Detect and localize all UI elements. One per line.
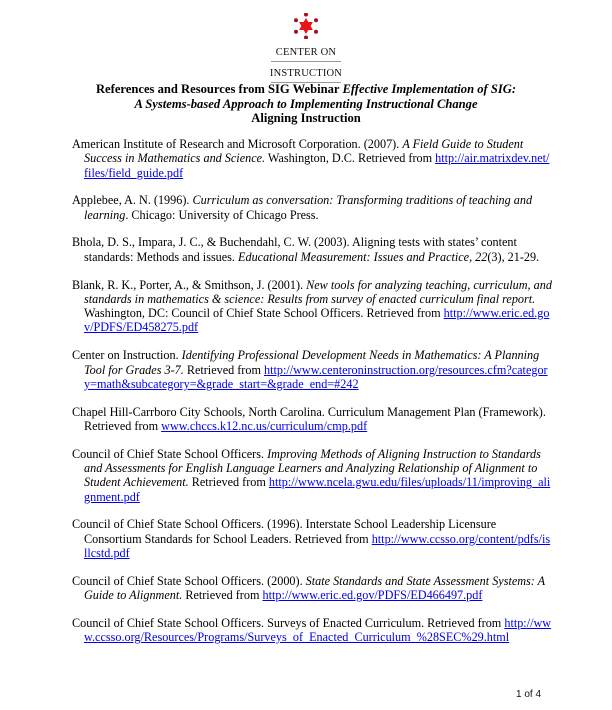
reference-text: Council of Chief State School Officers. Surveys of Enacted Curriculum. Retrieved from bbox=[72, 615, 505, 630]
reference-entry bbox=[72, 616, 552, 645]
title-line-2: A Systems-based Approach to Implementing Instructional Change bbox=[134, 96, 478, 111]
reference-entry bbox=[72, 235, 552, 264]
reference-entry bbox=[72, 193, 552, 222]
reference-text: Council of Chief State School Officers. (2000). bbox=[72, 573, 306, 588]
star-burst-logo-icon bbox=[289, 13, 323, 39]
reference-title: Improving Methods of Aligning Instruction to Standards and Assessments for English Language Learners and Analyzing Relationship of Alignment to Student Achievement. bbox=[84, 446, 541, 490]
logo-line-1: CENTER ON bbox=[275, 47, 337, 58]
reference-text: Chapel Hill-Carrboro City Schools, North Carolina. Curriculum Management Plan (Framework). Retrieved from bbox=[72, 404, 546, 433]
reference-text: Council of Chief State School Officers. (1996). Interstate School Leadership Licensure Consortium Standards for School Leaders. Retrieved from bbox=[72, 517, 497, 546]
document-title bbox=[0, 82, 612, 126]
page-indicator: 1 of 4 bbox=[516, 689, 542, 700]
center-on-instruction-logo bbox=[0, 13, 612, 84]
reference-link[interactable]: http://www.eric.ed.gov/PDFS/ED458275.pdf bbox=[84, 306, 550, 335]
reference-entry bbox=[72, 405, 552, 434]
reference-text-after: Retrieved from bbox=[188, 475, 269, 490]
reference-text-after: Retrieved from bbox=[183, 362, 264, 377]
reference-text-after: Washington, DC: Council of Chief State School Officers. Retrieved from bbox=[84, 306, 444, 321]
reference-text: Council of Chief State School Officers. bbox=[72, 446, 268, 461]
reference-entry bbox=[72, 137, 552, 180]
reference-text: Center on Instruction. bbox=[72, 348, 182, 363]
reference-list bbox=[72, 137, 552, 658]
reference-text: American Institute of Research and Microsoft Corporation. (2007). bbox=[72, 137, 403, 151]
reference-entry bbox=[72, 447, 552, 504]
reference-title: A Field Guide to Student Success in Mathematics and Science. bbox=[84, 137, 524, 166]
reference-text: Blank, R. K., Porter, A., & Smithson, J. (2001). bbox=[72, 277, 307, 292]
reference-link[interactable]: http://www.ccsso.org/Resources/Programs/Surveys_of_Enacted_Curriculum_%28SEC%29.html bbox=[84, 615, 552, 645]
reference-title: Curriculum as conversation: Transforming traditions of teaching and learning bbox=[84, 193, 533, 222]
reference-title: New tools for analyzing teaching, curriculum, and standards in mathematics & science: Results from survey of enacted curriculum final report. bbox=[84, 277, 552, 306]
reference-text: Bhola, D. S., Impara, J. C., & Buchendahl, C. W. (2003). Aligning tests with states’ content standards: Methods and issues. bbox=[72, 235, 517, 264]
title-line-1-regular: References and Resources from SIG Webinar bbox=[95, 82, 343, 96]
reference-link[interactable]: http://www.eric.ed.gov/PDFS/ED466497.pdf bbox=[262, 588, 483, 603]
title-line-1-italic: Effective Implementation of SIG: bbox=[342, 82, 517, 96]
logo-line-2: INSTRUCTION bbox=[269, 68, 343, 79]
reference-title: State Standards and State Assessment Systems: A Guide to Alignment. bbox=[84, 573, 545, 603]
reference-text-after: Washington, D.C. Retrieved from bbox=[265, 151, 436, 166]
reference-title: Identifying Professional Development Needs in Mathematics: A Planning Tool for Grades 3-7. bbox=[84, 348, 540, 377]
reference-text-after: Retrieved from bbox=[182, 588, 263, 603]
reference-entry bbox=[72, 574, 552, 603]
reference-entry bbox=[72, 278, 552, 335]
title-line-3: Aligning Instruction bbox=[251, 111, 361, 125]
reference-text: Applebee, A. N. (1996). bbox=[72, 193, 193, 208]
reference-link[interactable]: http://www.centeroninstruction.org/resources.cfm?category=math&subcategory=&grade_start=&grade_end=#242 bbox=[84, 362, 548, 391]
title-line-1 bbox=[0, 82, 612, 97]
reference-link[interactable]: http://air.matrixdev.net/files/field_guide.pdf bbox=[84, 151, 550, 180]
reference-entry bbox=[72, 517, 552, 560]
reference-entry bbox=[72, 348, 552, 391]
reference-text-after: (3), 21-29. bbox=[487, 249, 540, 264]
reference-link[interactable]: http://www.ccsso.org/content/pdfs/isllcstd.pdf bbox=[84, 531, 551, 561]
reference-link[interactable]: http://www.ncela.gwu.edu/files/uploads/11/improving_alignment.pdf bbox=[84, 475, 551, 504]
reference-link[interactable]: www.chccs.k12.nc.us/curriculum/cmp.pdf bbox=[161, 418, 368, 433]
logo-divider bbox=[271, 61, 341, 62]
reference-title: Educational Measurement: Issues and Practice, 22 bbox=[238, 249, 488, 264]
reference-text-after: . Chicago: University of Chicago Press. bbox=[125, 207, 319, 222]
